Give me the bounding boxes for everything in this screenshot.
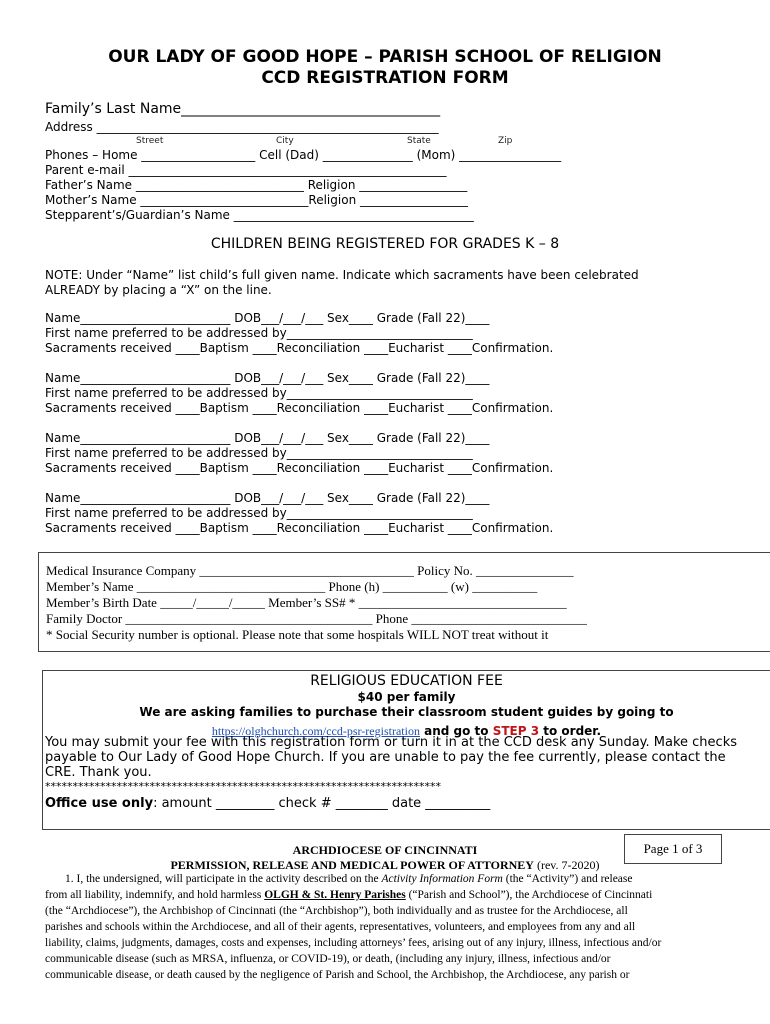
p1-b: (the “Activity”) and release <box>502 873 633 885</box>
p1-a: 1. I, the undersigned, will participate in the activity described on the <box>65 873 382 885</box>
goto-pre: and go to <box>419 724 493 738</box>
medical-info-box <box>38 552 770 652</box>
children-note-line2: ALREADY by placing a “X” on the line. <box>45 283 272 297</box>
p2-b: (“Parish and School”), the Archdiocese of Cincinnati <box>405 889 653 901</box>
member-birth-date-field[interactable]: Member’s Birth Date _____/_____/_____ Member’s SS# * ________________________________ <box>46 595 567 610</box>
child-name-line[interactable]: Name_________________________ DOB___/___/___ Sex____ Grade (Fall 22)____ <box>45 371 490 385</box>
p2-parish: OLGH & St. Henry Parishes <box>264 889 406 901</box>
permission-line2 <box>45 889 652 901</box>
child-preferred-name[interactable]: First name preferred to be addressed by_______________________________ <box>45 386 473 400</box>
child-sacraments[interactable]: Sacraments received ____Baptism ____Reconciliation ____Eucharist ____Confirmation. <box>45 461 554 475</box>
permission-line4: parishes and schools within the Archdiocese, and all of their agents, representatives, volunteers, and employees from any and all <box>45 921 636 933</box>
member-name-field[interactable]: Member’s Name _____________________________ Phone (h) __________ (w) __________ <box>46 579 538 594</box>
address-zip-label: Zip <box>498 136 513 146</box>
ssn-note: * Social Security number is optional. Please note that some hospitals WILL NOT treat without it <box>46 627 549 642</box>
fee-heading: RELIGIOUS EDUCATION FEE <box>310 673 503 689</box>
fee-guides-text: We are asking families to purchase their classroom student guides by going to <box>139 705 674 719</box>
permission-title <box>0 858 770 873</box>
guardian-name-field[interactable]: Stepparent’s/Guardian’s Name ________________________________________ <box>45 208 474 222</box>
archdiocese-heading: ARCHDIOCESE OF CINCINNATI <box>292 843 478 857</box>
goto-post: to order. <box>539 724 602 738</box>
phones-field[interactable]: Phones – Home ___________________ Cell (Dad) _______________ (Mom) _________________ <box>45 148 562 162</box>
child-name-line[interactable]: Name_________________________ DOB___/___/___ Sex____ Grade (Fall 22)____ <box>45 431 490 445</box>
child-preferred-name[interactable]: First name preferred to be addressed by_______________________________ <box>45 446 473 460</box>
office-use-line[interactable] <box>45 796 490 811</box>
medical-insurance-field[interactable]: Medical Insurance Company _________________________________ Policy No. _______________ <box>46 563 574 578</box>
page-number-badge: Page 1 of 3 <box>624 834 722 864</box>
family-doctor-field[interactable]: Family Doctor ______________________________________ Phone ___________________________ <box>46 611 587 626</box>
permission-line5: liability, claims, judgments, damages, costs and expenses, including attorneys’ fees, arising out of any injury, illness, infectious and/or <box>45 937 662 949</box>
child-preferred-name[interactable]: First name preferred to be addressed by_______________________________ <box>45 506 473 520</box>
form-title-line2: CCD REGISTRATION FORM <box>261 68 509 88</box>
child-preferred-name[interactable]: First name preferred to be addressed by_______________________________ <box>45 326 473 340</box>
office-use-fields[interactable]: : amount _________ check # ________ date __________ <box>153 796 491 811</box>
children-note-line1: NOTE: Under “Name” list child’s full given name. Indicate which sacraments have been celebrated <box>45 268 639 282</box>
child-sacraments[interactable]: Sacraments received ____Baptism ____Reconciliation ____Eucharist ____Confirmation. <box>45 521 554 535</box>
permission-line7: communicable disease, or death caused by the negligence of Parish and School, the Archbishop, the Archdiocese, any parish or <box>45 969 630 981</box>
child-sacraments[interactable]: Sacraments received ____Baptism ____Reconciliation ____Eucharist ____Confirmation. <box>45 401 554 415</box>
permission-line6: communicable disease (such as MRSA, influenza, or COVID-19), or death, (including any injury, illness, infectious and/or <box>45 953 611 965</box>
fee-body-line2: payable to Our Lady of Good Hope Church. If you are unable to pay the fee currently, please contact the <box>45 750 726 765</box>
address-state-label: State <box>407 136 431 146</box>
registration-link[interactable]: https://olghchurch.com/ccd-psr-registration <box>211 724 420 738</box>
fee-body-line1: You may submit your fee with this registration form or turn it in at the CCD desk any Sunday. Make checks <box>45 735 737 750</box>
p2-a: from all liability, indemnify, and hold harmless <box>45 889 265 901</box>
permission-line3: (the “Archdiocese”), the Archbishop of Cincinnati (the “Archbishop”), both individually and as trustee for the Archdiocese, all <box>45 905 628 917</box>
p1-form: Activity Information Form <box>381 873 503 885</box>
fee-body-line3: CRE. Thank you. <box>45 765 152 780</box>
fee-amount: $40 per family <box>357 690 456 704</box>
office-use-label: Office use only <box>45 796 154 811</box>
permission-line1 <box>45 873 633 885</box>
step-3-label: STEP 3 <box>492 724 540 738</box>
stars-divider: ************************************************************************ <box>45 780 441 793</box>
permission-title-text: PERMISSION, RELEASE AND MEDICAL POWER OF ATTORNEY <box>170 858 534 872</box>
address-city-label: City <box>276 136 294 146</box>
children-heading: CHILDREN BEING REGISTERED FOR GRADES K – 8 <box>210 236 560 252</box>
fee-box <box>42 670 770 830</box>
family-last-name-field[interactable]: Family’s Last Name_____________________________________ <box>45 101 441 117</box>
form-title-line1: OUR LADY OF GOOD HOPE – PARISH SCHOOL OF RELIGION <box>108 47 662 67</box>
permission-rev: (rev. 7-2020) <box>533 858 600 872</box>
parent-email-field[interactable]: Parent e-mail _____________________________________________________ <box>45 163 447 177</box>
address-street-label: Street <box>136 136 164 146</box>
child-sacraments[interactable]: Sacraments received ____Baptism ____Reconciliation ____Eucharist ____Confirmation. <box>45 341 554 355</box>
child-name-line[interactable]: Name_________________________ DOB___/___/___ Sex____ Grade (Fall 22)____ <box>45 491 490 505</box>
father-name-field[interactable]: Father’s Name ____________________________ Religion __________________ <box>45 178 468 192</box>
address-field[interactable]: Address _________________________________________________________ <box>45 120 439 134</box>
mother-name-field[interactable]: Mother’s Name ____________________________Religion __________________ <box>45 193 468 207</box>
child-name-line[interactable]: Name_________________________ DOB___/___/___ Sex____ Grade (Fall 22)____ <box>45 311 490 325</box>
